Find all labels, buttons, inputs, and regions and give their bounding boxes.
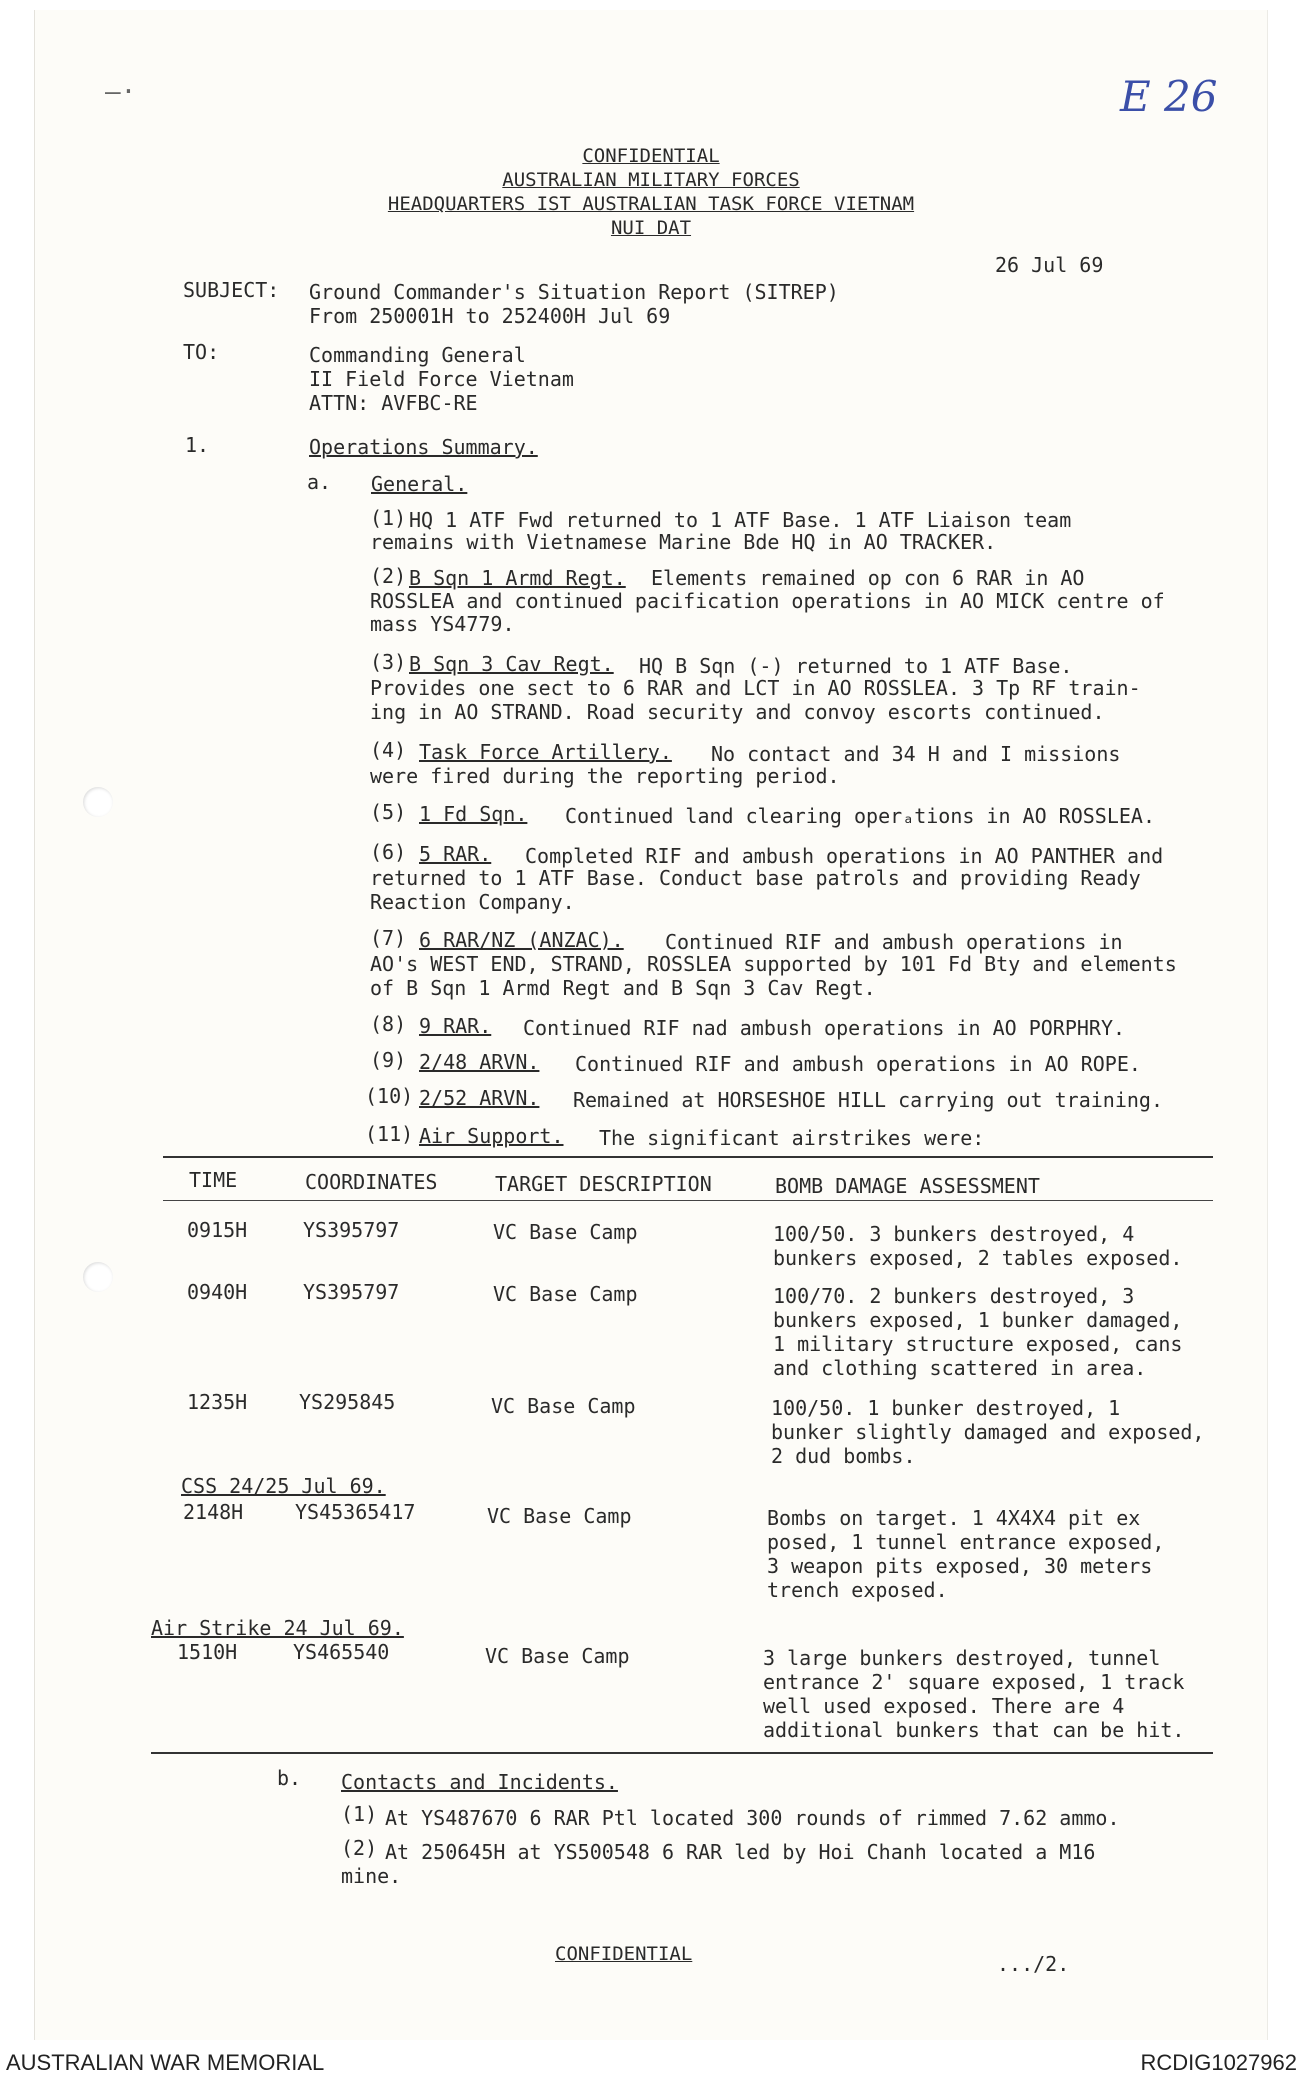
addressee-line: Commanding General <box>309 343 526 367</box>
bda-line: bunkers exposed, 2 tables exposed. <box>773 1246 1183 1270</box>
bda-line: Bombs on target. 1 4X4X4 pit ex <box>767 1506 1141 1530</box>
bda-line: entrance 2' square exposed, 1 track <box>763 1670 1185 1694</box>
item-text: Continued RIF and ambush operations in <box>665 930 1123 954</box>
subject-label: SUBJECT: <box>183 278 280 302</box>
item-number: (6) <box>370 840 407 864</box>
archive-record-id: RCDIG1027962 <box>1140 2050 1297 2075</box>
bda-line: bunkers exposed, 1 bunker damaged, <box>773 1308 1183 1332</box>
item-text: ROSSLEA and continued pacification operations in AO MICK centre of <box>370 589 1165 613</box>
document-date: 26 Jul 69 <box>995 253 1104 277</box>
item-title: 5 RAR. <box>419 842 492 866</box>
row-target: VC Base Camp <box>491 1394 636 1418</box>
bda-line: 100/70. 2 bunkers destroyed, 3 <box>773 1284 1135 1308</box>
punch-hole <box>83 787 113 817</box>
item-text: ing in AO STRAND. Road security and convoy escorts continued. <box>370 700 1105 724</box>
contact-number: (2) <box>341 1836 378 1860</box>
item-text: of B Sqn 1 Armd Regt and B Sqn 3 Cav Regt. <box>370 976 876 1000</box>
row-time: 1510H <box>177 1640 238 1664</box>
table-header-target: TARGET DESCRIPTION <box>495 1172 712 1196</box>
row-bda <box>771 1396 1204 1468</box>
table-group-label: CSS 24/25 Jul 69. <box>181 1474 386 1498</box>
section-title: Operations Summary. <box>309 435 538 459</box>
section-number: 1. <box>185 433 210 457</box>
document-page <box>34 10 1268 2040</box>
bda-line: additional bunkers that can be hit. <box>763 1718 1185 1742</box>
item-number: (1) <box>370 506 407 530</box>
bda-line: and clothing scattered in area. <box>773 1356 1147 1380</box>
row-bda <box>763 1646 1184 1742</box>
item-number: (7) <box>370 926 407 950</box>
bda-line: posed, 1 tunnel entrance exposed, <box>767 1530 1165 1554</box>
contact-text: At YS487670 6 RAR Ptl located 300 rounds of rimmed 7.62 ammo. <box>385 1806 1120 1830</box>
bda-line: 100/50. 3 bunkers destroyed, 4 <box>773 1222 1135 1246</box>
row-target: VC Base Camp <box>487 1504 632 1528</box>
header-classification: CONFIDENTIAL <box>582 145 720 167</box>
item-title: 9 RAR. <box>419 1014 492 1038</box>
subject-line: From 250001H to 252400H Jul 69 <box>309 304 671 328</box>
contact-number: (1) <box>341 1802 378 1826</box>
subsection-title: General. <box>371 472 468 496</box>
item-number: (8) <box>370 1012 407 1036</box>
row-time: 2148H <box>183 1500 244 1524</box>
bda-line: 3 large bunkers destroyed, tunnel <box>763 1646 1161 1670</box>
row-bda <box>773 1284 1182 1380</box>
item-title: Task Force Artillery. <box>419 740 672 764</box>
subsection-title: Contacts and Incidents. <box>341 1770 618 1794</box>
page-continuation: .../2. <box>997 1952 1070 1976</box>
item-text: remains with Vietnamese Marine Bde HQ in AO TRACKER. <box>370 530 997 554</box>
row-coordinates: YS465540 <box>293 1640 390 1664</box>
bda-line: well used exposed. There are 4 <box>763 1694 1125 1718</box>
item-text: The significant airstrikes were: <box>599 1126 985 1150</box>
footer-classification: CONFIDENTIAL <box>555 1943 693 1965</box>
bda-line: 100/50. 1 bunker destroyed, 1 <box>771 1396 1121 1420</box>
item-number: (10) <box>365 1084 414 1108</box>
item-number: (2) <box>370 564 407 588</box>
item-title: 6 RAR/NZ (ANZAC). <box>419 928 624 952</box>
row-target: VC Base Camp <box>493 1282 638 1306</box>
punch-hole <box>83 1262 113 1292</box>
item-title: B Sqn 3 Cav Regt. <box>409 652 614 676</box>
subsection-letter: b. <box>277 1766 302 1790</box>
row-target: VC Base Camp <box>485 1644 630 1668</box>
item-text: HQ B Sqn (-) returned to 1 ATF Base. <box>639 654 1073 678</box>
row-time: 0915H <box>187 1218 248 1242</box>
item-number: (5) <box>370 800 407 824</box>
row-coordinates: YS395797 <box>303 1280 400 1304</box>
handwritten-reference: E 26 <box>1120 72 1218 121</box>
table-header-time: TIME <box>189 1168 238 1192</box>
row-target: VC Base Camp <box>493 1220 638 1244</box>
subsection-letter: a. <box>307 470 332 494</box>
item-title: 2/52 ARVN. <box>419 1086 540 1110</box>
table-group-label: Air Strike 24 Jul 69. <box>151 1616 404 1640</box>
row-time: 1235H <box>187 1390 248 1414</box>
table-rule-header <box>163 1200 1213 1201</box>
row-time: 0940H <box>187 1280 248 1304</box>
item-number: (3) <box>370 650 407 674</box>
row-coordinates: YS45365417 <box>295 1500 416 1524</box>
bda-line: trench exposed. <box>767 1578 948 1602</box>
item-number: (4) <box>370 738 407 762</box>
row-coordinates: YS295845 <box>299 1390 396 1414</box>
contact-text: mine. <box>341 1864 402 1888</box>
item-text: Reaction Company. <box>370 890 575 914</box>
subject-line: Ground Commander's Situation Report (SITREP) <box>309 280 839 304</box>
archive-credit: AUSTRALIAN WAR MEMORIAL <box>6 2050 325 2075</box>
item-text: returned to 1 ATF Base. Conduct base patrols and providing Ready <box>370 866 1141 890</box>
header-location: NUI DAT <box>610 217 692 239</box>
item-text: AO's WEST END, STRAND, ROSSLEA supported by 101 Fd Bty and elements <box>370 952 1177 976</box>
item-title: 2/48 ARVN. <box>419 1050 540 1074</box>
item-number: (11) <box>365 1122 414 1146</box>
table-header-bda: BOMB DAMAGE ASSESSMENT <box>775 1174 1040 1198</box>
item-text: Elements remained op con 6 RAR in AO <box>651 566 1085 590</box>
bda-line: 2 dud bombs. <box>771 1444 916 1468</box>
table-header-coordinates: COORDINATES <box>305 1170 438 1194</box>
item-text: HQ 1 ATF Fwd returned to 1 ATF Base. 1 ATF Liaison team <box>409 508 1072 532</box>
table-rule-top <box>163 1156 1213 1158</box>
row-bda <box>773 1222 1182 1270</box>
contact-text: At 250645H at YS500548 6 RAR led by Hoi Chanh located a M16 <box>385 1840 1096 1864</box>
item-text: mass YS4779. <box>370 612 515 636</box>
item-title: B Sqn 1 Armd Regt. <box>409 566 626 590</box>
addressee-line: II Field Force Vietnam <box>309 367 574 391</box>
bda-line: bunker slightly damaged and exposed, <box>771 1420 1205 1444</box>
item-text: Completed RIF and ambush operations in AO PANTHER and <box>525 844 1164 868</box>
addressee-line: ATTN: AVFBC-RE <box>309 391 478 415</box>
item-title: 1 Fd Sqn. <box>419 802 528 826</box>
item-text: Remained at HORSESHOE HILL carrying out training. <box>573 1088 1164 1112</box>
bda-line: 3 weapon pits exposed, 30 meters <box>767 1554 1153 1578</box>
item-title: Air Support. <box>419 1124 564 1148</box>
item-number: (9) <box>370 1048 407 1072</box>
archive-credit-bar <box>0 2040 1303 2082</box>
item-text: No contact and 34 H and I missions <box>711 742 1121 766</box>
bda-line: 1 military structure exposed, cans <box>773 1332 1183 1356</box>
table-rule-bottom <box>151 1752 1213 1754</box>
header-organisation: AUSTRALIAN MILITARY FORCES <box>502 169 800 191</box>
item-text: Provides one sect to 6 RAR and LCT in AO ROSSLEA. 3 Tp RF train- <box>370 676 1141 700</box>
item-text: were fired during the reporting period. <box>370 764 840 788</box>
item-text: Continued RIF and ambush operations in AO ROPE. <box>575 1052 1141 1076</box>
pencil-mark: —· <box>105 77 137 107</box>
header-unit: HEADQUARTERS IST AUSTRALIAN TASK FORCE VIETNAM <box>387 193 915 215</box>
row-coordinates: YS395797 <box>303 1218 400 1242</box>
row-bda <box>767 1506 1164 1602</box>
to-label: TO: <box>183 340 220 364</box>
item-text: Continued RIF nad ambush operations in AO PORPHRY. <box>523 1016 1126 1040</box>
item-text: Continued land clearing operₐtions in AO ROSSLEA. <box>565 804 1156 828</box>
